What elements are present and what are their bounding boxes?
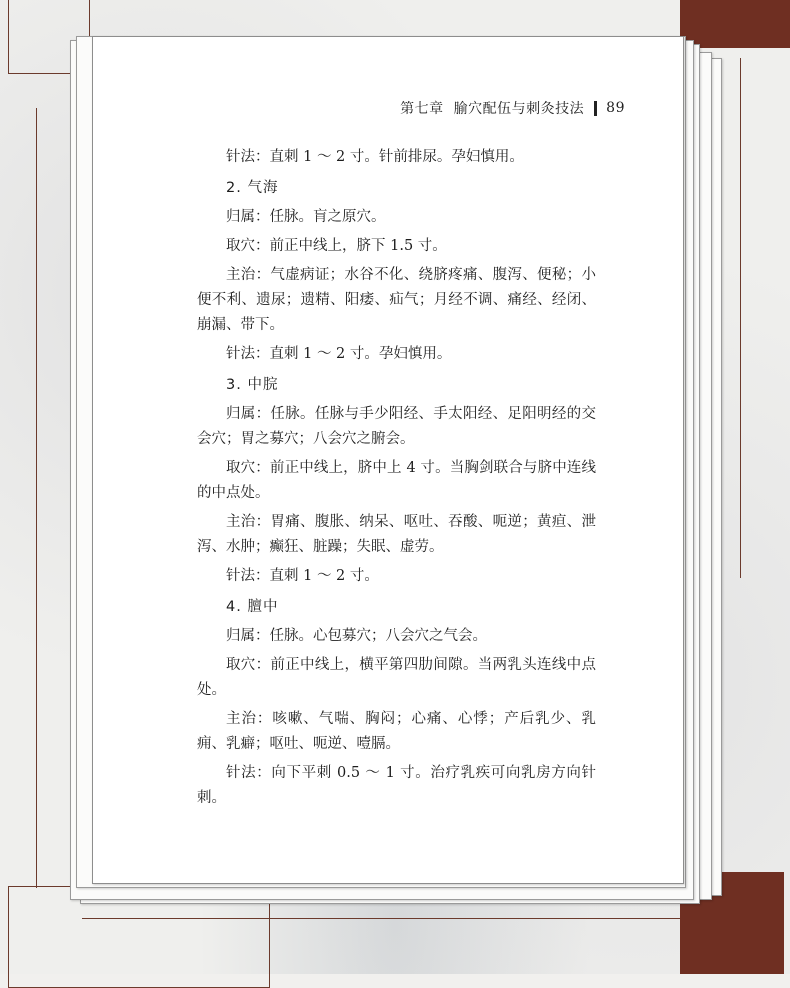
paragraph: 主治：胃痛、腹胀、纳呆、呕吐、吞酸、呃逆；黄疸、泄泻、水肿；癫狂、脏躁；失眠、虚劳。 — [197, 514, 596, 555]
frame-right-vertical — [740, 58, 741, 578]
section-heading: 4. 膻中 — [226, 599, 279, 615]
paragraph: 归属：任脉。任脉与手少阳经、手太阳经、足阳明经的交会穴；胃之募穴；八会穴之腑会。 — [197, 406, 596, 447]
page-content — [197, 145, 596, 815]
section-heading: 2. 气海 — [226, 180, 279, 196]
paragraph: 主治：咳嗽、气喘、胸闷；心痛、心悸；产后乳少、乳痈、乳癖；呕吐、呃逆、噎膈。 — [197, 711, 596, 752]
page-number: 89 — [606, 100, 625, 116]
paragraph: 针法：直刺 1 ～ 2 寸。 — [226, 568, 379, 584]
chapter-title: 腧穴配伍与刺灸技法 — [453, 101, 585, 117]
paragraph: 主治：气虚病证；水谷不化、绕脐疼痛、腹泻、便秘；小便不利、遗尿；遗精、阳痿、疝气；月经不调、痛经、经闭、崩漏、带下。 — [197, 267, 596, 333]
frame-left-vertical — [36, 108, 37, 888]
paragraph: 针法：直刺 1 ～ 2 寸。孕妇慎用。 — [226, 346, 452, 362]
running-head — [400, 98, 625, 118]
section-heading: 3. 中脘 — [226, 377, 279, 393]
paragraph: 针法：向下平刺 0.5 ～ 1 寸。治疗乳疾可向乳房方向针刺。 — [197, 765, 596, 806]
paragraph: 归属：任脉。心包募穴；八会穴之气会。 — [226, 628, 487, 644]
paragraph: 取穴：前正中线上，脐下 1.5 寸。 — [226, 238, 447, 254]
header-divider — [594, 101, 597, 116]
chapter-label: 第七章 — [400, 101, 444, 117]
book-page — [92, 36, 684, 884]
paragraph: 针法：直刺 1 ～ 2 寸。针前排尿。孕妇慎用。 — [226, 149, 524, 165]
paragraph: 取穴：前正中线上，脐中上 4 寸。当胸剑联合与脐中连线的中点处。 — [197, 460, 596, 501]
frame-block-top-right — [680, 0, 790, 48]
paragraph: 取穴：前正中线上，横平第四肋间隙。当两乳头连线中点处。 — [197, 657, 596, 698]
frame-bottom-line — [82, 918, 682, 919]
paragraph: 归属：任脉。肓之原穴。 — [226, 209, 386, 225]
